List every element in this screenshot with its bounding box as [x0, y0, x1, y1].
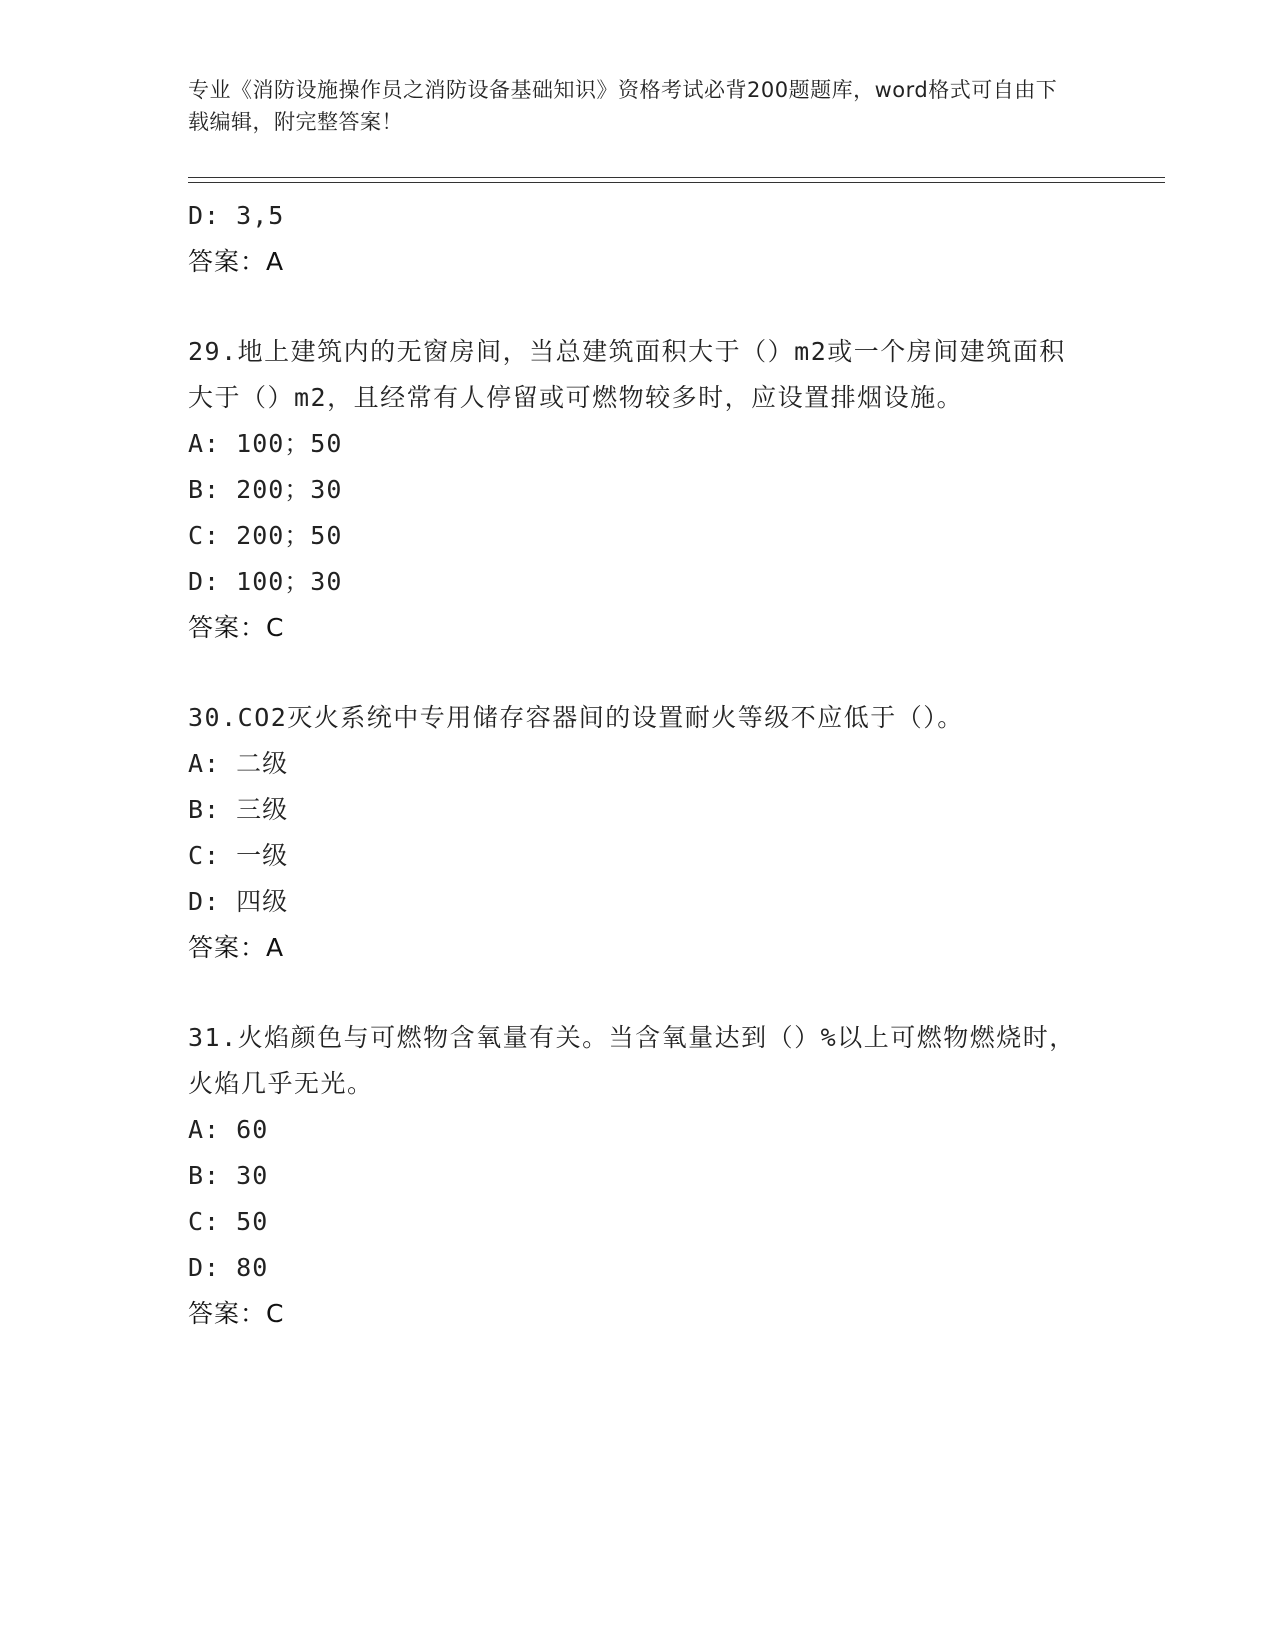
answer-line: 答案：A [188, 933, 285, 962]
answer-line: 答案：C [188, 613, 285, 642]
option-a: A: 二级 [188, 749, 289, 778]
question-content [188, 193, 1088, 1337]
question-29 [188, 329, 1088, 651]
option-c: C: 200；50 [188, 521, 343, 550]
header-rule-top [188, 177, 1165, 178]
answer-line: 答案：A [188, 247, 285, 276]
option-d: D: 四级 [188, 887, 289, 916]
question-30 [188, 695, 1088, 971]
option-b: B: 30 [188, 1161, 269, 1190]
question-stem: 31.火焰颜色与可燃物含氧量有关。当含氧量达到（）%以上可燃物燃烧时，火焰几乎无光。 [188, 1023, 1076, 1098]
option-b: B: 200；30 [188, 475, 343, 504]
option-b: B: 三级 [188, 795, 289, 824]
option-a: A: 100；50 [188, 429, 343, 458]
option-d: D: 100；30 [188, 567, 343, 596]
header-rule-bottom [188, 182, 1165, 183]
question-stem: 30.CO2灭火系统中专用储存容器间的设置耐火等级不应低于（）。 [188, 703, 964, 732]
question-stem: 29.地上建筑内的无窗房间，当总建筑面积大于（）m2或一个房间建筑面积大于（）m2，且经常有人停留或可燃物较多时，应设置排烟设施。 [188, 337, 1066, 412]
question-31 [188, 1015, 1088, 1337]
option-c: C: 一级 [188, 841, 289, 870]
option-d: D: 3,5 [188, 201, 285, 230]
question-28-tail [188, 193, 1088, 285]
option-c: C: 50 [188, 1207, 269, 1236]
option-d: D: 80 [188, 1253, 269, 1282]
document-header: 专业《消防设施操作员之消防设备基础知识》资格考试必背200题题库，word格式可自由下载编辑，附完整答案！ [188, 78, 1058, 134]
option-a: A: 60 [188, 1115, 269, 1144]
answer-line: 答案：C [188, 1299, 285, 1328]
